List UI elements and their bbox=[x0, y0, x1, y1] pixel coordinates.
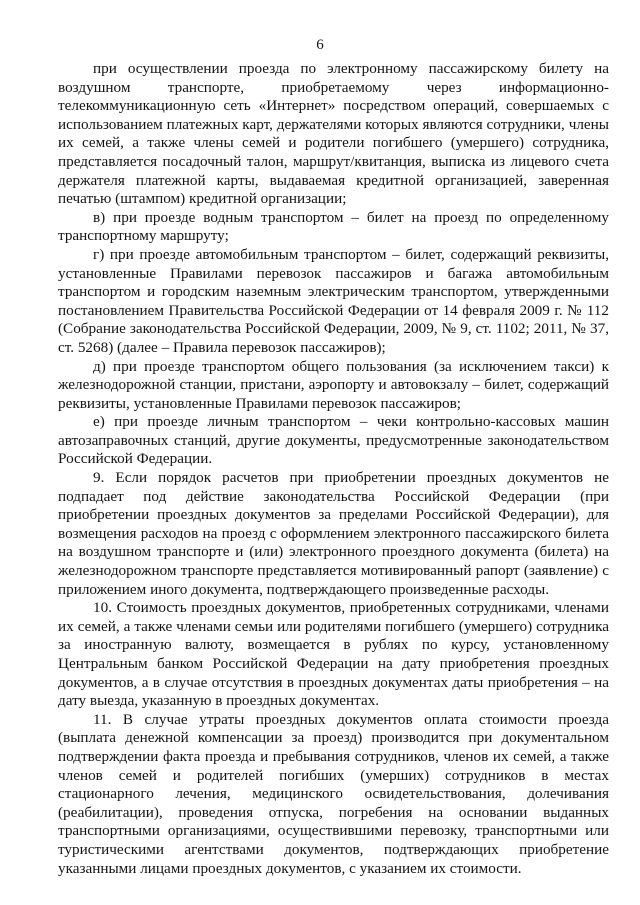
paragraph-item-g-auto-transport: г) при проезде автомобильным транспортом – билет, содержащий реквизиты, установленные Правилами перевозок пассажиров и багажа автомобильным транспортом и городским наземным электрическим транспортом, утвержденными постановлением Правительства Российской Федерации от 14 февраля 2009 г. № 112 (Собрание законодательства Российской Федерации, 2009, № 9, ст. 1102; 2011, № 37, ст. 5268) (далее – Правила перевозок пассажиров); bbox=[58, 245, 609, 356]
paragraph-item-e-personal-transport: е) при проезде личным транспортом – чеки контрольно-кассовых машин автозаправочных станций, другие документы, предусмотренные законодательством Российской Федерации. bbox=[58, 413, 609, 468]
document-body bbox=[58, 60, 609, 878]
paragraph-section-9: 9. Если порядок расчетов при приобретении проездных документов не подпадает под действие законодательства Российской Федерации (при приобретении проездных документов за пределами Российской Федерации), для возмещения расходов на проезд с оформлением электронного пассажирского билета на воздушном транспорте и (или) электронного проездного документа (билета) на железнодорожном транспорте представляется мотивированный рапорт (заявление) с приложением иного документа, подтверждающего произведенные расходы. bbox=[58, 469, 609, 598]
paragraph-item-v-water-transport: в) при проезде водным транспортом – билет на проезд по определенному транспортному маршруту; bbox=[58, 208, 609, 245]
paragraph-section-10: 10. Стоимость проездных документов, приобретенных сотрудниками, членами их семей, а также членами семьи или родителями погибшего (умершего) сотрудника за иностранную валюту, возмещается в рублях по курсу, установленному Центральным банком Российской Федерации на дату приобретения проездных документов, а в случае отсутствия в проездных документах даты приобретения – на дату выезда, указанную в проездных документах. bbox=[58, 599, 609, 710]
paragraph-item-d-public-transport: д) при проезде транспортом общего пользования (за исключением такси) к железнодорожной станции, пристани, аэропорту и автовокзалу – билет, содержащий реквизиты, установленные Правилами перевозок пассажиров; bbox=[58, 357, 609, 412]
page-number: 6 bbox=[316, 37, 324, 53]
paragraph-continuation-b: при осуществлении проезда по электронному пассажирскому билету на воздушном транспорте, приобретаемому через информационно-телекоммуникационную сеть «Интернет» посредством операций, совершаемых с использованием платежных карт, держателями которых являются сотрудники, члены их семей, а также члены семей и родители погибшего (умершего) сотрудника, представляется посадочный талон, маршрут/квитанция, выписка из лицевого счета держателя платежной карты, выдаваемая кредитной организацией, заверенная печатью (штампом) кредитной организации; bbox=[58, 60, 609, 208]
paragraph-section-11: 11. В случае утраты проездных документов оплата стоимости проезда (выплата денежной компенсации за проезд) производится при документальном подтверждении факта проезда и пребывания сотрудников, членов их семей, а также членов семей и родителей погибших (умерших) сотрудников в местах стационарного лечения, медицинского освидетельствования, долечивания (реабилитации), проведения отпуска, погребения на основании выданных транспортными организациями, осуществившими перевозку, транспортными или туристическими агентствами документов, подтверждающих приобретение указанными лицами проездных документов, с указанием их стоимости. bbox=[58, 710, 609, 877]
